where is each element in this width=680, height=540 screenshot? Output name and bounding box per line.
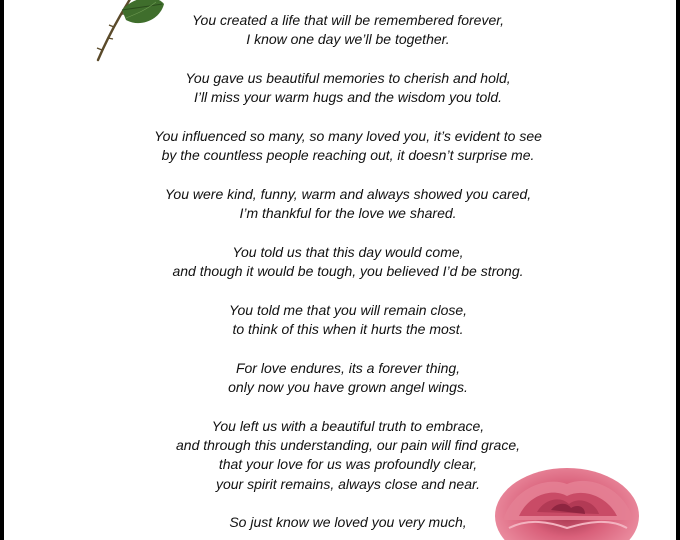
poem-line: So just know we loved you very much, bbox=[229, 514, 467, 531]
poem-stanza bbox=[4, 243, 676, 281]
poem-line: to think of this when it hurts the most. bbox=[232, 321, 464, 338]
poem-page bbox=[4, 0, 676, 540]
poem-line: You were kind, funny, warm and always showed you cared, bbox=[164, 186, 532, 202]
poem-stanza bbox=[4, 185, 676, 223]
poem-line: I know one day we’ll be together. bbox=[246, 31, 450, 48]
poem-stanza bbox=[4, 127, 676, 165]
poem-line: You left us with a beautiful truth to embrace, bbox=[211, 418, 485, 434]
poem-line: I’m thankful for the love we shared. bbox=[239, 205, 457, 222]
rose-bloom-icon bbox=[489, 458, 645, 540]
poem-stanza bbox=[4, 69, 676, 107]
poem-line: I’ll miss your warm hugs and the wisdom you told. bbox=[193, 89, 503, 106]
poem-line: For love endures, its a forever thing, bbox=[235, 360, 461, 376]
poem-line: and though it would be tough, you believed I’d be strong. bbox=[172, 263, 524, 280]
poem-line: You gave us beautiful memories to cherish and hold, bbox=[185, 70, 511, 86]
poem-stanza bbox=[4, 359, 676, 397]
poem-line: You created a life that will be remembered forever, bbox=[191, 12, 505, 28]
poem-line: You told me that you will remain close, bbox=[228, 302, 468, 318]
poem-line: only now you have grown angel wings. bbox=[228, 379, 468, 396]
poem-line: your spirit remains, always close and near. bbox=[215, 475, 481, 492]
poem-line: by the countless people reaching out, it doesn’t surprise me. bbox=[161, 147, 535, 164]
poem-line: and through this understanding, our pain will find grace, bbox=[176, 437, 520, 454]
poem-line: that your love for us was profoundly clear, bbox=[218, 456, 478, 473]
poem-line: You influenced so many, so many loved you, it’s evident to see bbox=[154, 128, 542, 144]
poem-line: You told us that this day would come, bbox=[232, 244, 464, 260]
poem-stanza bbox=[4, 11, 676, 49]
poem-stanza bbox=[4, 301, 676, 339]
